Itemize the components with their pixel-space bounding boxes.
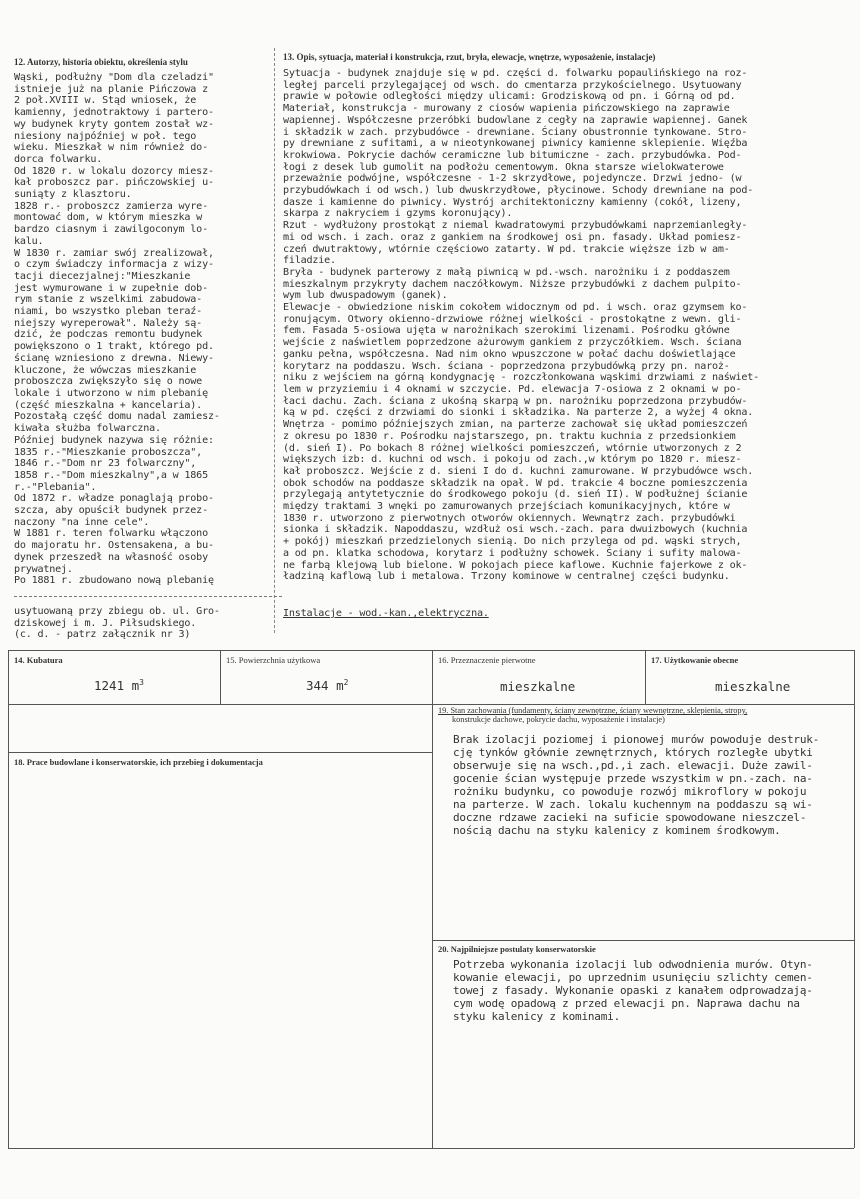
- description-line: prawie w połowie odległości między ulicami: Grodziskową od pn. i Górną od pd.: [283, 91, 736, 103]
- history-line: 1835 r.-"Mieszkanie proboszcza",: [14, 446, 203, 458]
- postulate-line: styku kalenicy z kominami.: [453, 1010, 620, 1023]
- description-line: py drewniane z sufitami, a w nieotynkowanej piwnicy kamienne sklepienie. Więźba: [283, 138, 748, 150]
- section-15-header: 15. Powierzchnia użytkowa: [226, 655, 321, 665]
- condition-line: nością dachu na styku kalenicy z kominem środkowym.: [453, 824, 781, 837]
- grid-row1-line: [8, 704, 854, 705]
- postulate-line: kowanie elewacji, po uprzednim usunięciu szlichty cemen-: [453, 971, 813, 984]
- description-line: Wnętrza - pomimo późniejszych zmian, na parterze zachował się układ pomieszczeń: [283, 419, 748, 431]
- condition-line: obserwuje się na wsch.,pd.,i zach. elewacji. Duże zawil-: [453, 759, 813, 772]
- description-line: sionka i składzik. Napoddaszu, wzdłuż osi wsch.-zach. para dwuizbowych (kuchnia: [283, 524, 748, 536]
- description-line: przeważnie podwójne, współczesne - 1-2 skrzydłowe, pojedyncze. Drzwi jedno- (w: [283, 173, 742, 185]
- description-line: ganku pełna, współczesna. Nad nim okno wpuszczone w połać dachu doświetlające: [283, 348, 736, 360]
- description-line: filadzie.: [283, 255, 336, 267]
- description-line: a od pn. klatka schodowa, korytarz i podłużny schowek. Ściany i sufity malowa-: [283, 547, 742, 559]
- condition-line: rożniku budynku, co powoduje rozwój mikroflory w pokoju: [453, 785, 807, 798]
- history-line: Później budynek nazywa się różnie:: [14, 434, 214, 446]
- postulate-line: towej z fasady. Wykonanie opaski z kanałem odprowadzają-: [453, 984, 813, 997]
- description-line: czeń dwutraktowy, wtórnie częściowo zatarty. W pd. trakcie więższe izb w am-: [283, 243, 730, 255]
- section-12-history-text: [14, 72, 220, 587]
- history-line: niesiony najpóźniej w poł. tego: [14, 130, 197, 142]
- description-line: skarpa z nakryciem i gzyms koronujący).: [283, 208, 513, 220]
- section-20-postulates-text: [453, 958, 813, 1023]
- section-12-header: 12. Autorzy, historia obiektu, określenia stylu: [14, 57, 188, 67]
- history-line: naczony "na inne cele".: [14, 516, 150, 528]
- history-line: niami, bo wszystko pleban teraź-: [14, 306, 203, 318]
- description-line: ne farbą klejową lub bielone. W pokojach piece kaflowe. Kuchnie fajerkowe z ok-: [283, 559, 748, 571]
- description-line: Materiał, konstrukcja - murowany z ciosów wapienia pińczowskiego na zaprawie: [283, 103, 730, 115]
- description-line: ległej parceli przylegającej od wsch. do cmentarza przykościelnego. Usytuowany: [283, 79, 742, 91]
- history-line: 1858 r.-"Dom mieszkalny",a w 1865: [14, 469, 208, 481]
- history-line: kluczone, że wówczas mieszkanie: [14, 364, 197, 376]
- grid-v1: [220, 650, 221, 704]
- section-18-header: 18. Prace budowlane i konserwatorskie, ich przebieg i dokumentacja: [14, 757, 263, 767]
- postulate-line: Potrzeba wykonania izolacji lub odwodnienia murów. Otyn-: [453, 958, 813, 971]
- history-line: proboszcza zwiększyło się o nowe: [14, 376, 203, 388]
- history-continuation-line: dziskowej i m. J. Piłsudskiego.: [14, 617, 197, 629]
- description-line: + pokój) mieszkań przedzielonych sienią. Do nich przylega od pd. wąski strych,: [283, 536, 742, 548]
- history-line: istnieje już na planie Pińczowa z: [14, 83, 208, 95]
- history-line: (część mieszkalna + kancelaria).: [14, 399, 203, 411]
- description-line: (d. sień I). Po bokach 8 różnej wielkości pomieszczeń, wtórnie utworzonych z 2: [283, 442, 742, 454]
- description-line: większych izb: d. kuchni od wsch. i pokoju od zach.,w którym po 1820 r. miesz-: [283, 454, 742, 466]
- description-line: wapiennej. Współczesne przeróbki budowlane z cegły na zaprawie wapiennej. Ganek: [283, 114, 748, 126]
- history-line: suniąty z klasztoru.: [14, 189, 132, 201]
- section-13-description-text: [283, 68, 759, 583]
- history-line: wieku. Mieszkał w nim również do-: [14, 142, 208, 154]
- history-line: kiwała służba folwarczna.: [14, 423, 161, 435]
- history-line: kalu.: [14, 235, 44, 247]
- condition-line: doczne rdzawe zacieki na suficie spowodowane nieszczel-: [453, 811, 807, 824]
- description-line: Elewacje - obwiedzione niskim cokołem widocznym od pd. i wsch. oraz gzymsem ko-: [283, 302, 748, 314]
- history-line: do majoratu hr. Ostensakena, a bu-: [14, 540, 214, 552]
- history-line: powiększono o 1 trakt, którego pd.: [14, 341, 214, 353]
- section-13-header: 13. Opis, sytuacja, materiał i konstrukcja, rzut, bryła, elewacje, wnętrze, wyposażenie, instalacje): [283, 52, 656, 62]
- history-line: W 1881 r. teren folwarku włączono: [14, 528, 208, 540]
- usable-area-value: 344 $m^2$: [306, 678, 349, 694]
- condition-line: Brak izolacji poziomej i pionowej murów powoduje destruk-: [453, 733, 820, 746]
- description-line: z okresu po 1830 r. Pośrodku najstarszego, pn. traktu kuchnia z przedsionkiem: [283, 430, 736, 442]
- condition-line: na parterze. W zach. lokalu kuchennym na poddaszu są wi-: [453, 798, 813, 811]
- description-line: krokwiowa. Pokrycie dachów ceramiczne lub bitumiczne - zach. przybudówka. Pod-: [283, 149, 742, 161]
- history-line: tacji diecezjalnej:"Mieszkanie: [14, 270, 191, 282]
- description-line: 1830 r. utworzono z pierwotnych otworów okiennych. Wewnątrz zach. przybudówki: [283, 512, 736, 524]
- description-line: Bryła - budynek parterowy z małą piwnicą w pd.-wsch. narożniku i z poddaszem: [283, 266, 730, 278]
- description-line: niku z wejściem na górną kondygnację - rozczłonkowana wąskimi drzwiami z naświet-: [283, 372, 760, 384]
- history-line: prywatnej.: [14, 563, 73, 575]
- section-19-condition-text: [453, 733, 819, 837]
- description-line: łogi z desek lub gumolit na podłożu cementowym. Okna starsze wielokwaterowe: [283, 161, 724, 173]
- history-continuation-line: (c. d. - patrz załącznik nr 3): [14, 629, 191, 641]
- history-line: 2 poł.XVIII w. Stąd wniosek, że: [14, 95, 197, 107]
- history-line: Pozostałą część domu nadal zamiesz-: [14, 411, 220, 423]
- description-line: łaci dachu. Zach. ściana z ukośną skarpą w pn. narożniku poprzedzona przybudów-: [283, 395, 748, 407]
- history-line: montować dom, w którym mieszka w: [14, 212, 203, 224]
- section-16-header: 16. Przeznaczenie pierwotne: [438, 655, 536, 665]
- description-line: przylegają antytetycznie do środkowego pokoju (d. sień II). W podłużnej ścianie: [283, 489, 748, 501]
- description-line: fem. Fasada 5-osiowa ujęta w narożnikach szerokimi lizenami. Pośrodku główne: [283, 325, 730, 337]
- history-line: Od 1872 r. władze ponaglają probo-: [14, 493, 214, 505]
- history-line: dzić, że podczas remontu budynek: [14, 329, 203, 341]
- description-line: ładziną kaflową lub i metalowa. Trzony kominowe w centralnej części budynku.: [283, 571, 730, 583]
- description-line: przybudówkach i od wsch.) lub dwuskrzydłowe, płycinowe. Schody drewniane na pod-: [283, 185, 754, 197]
- original-purpose-value: mieszkalne: [500, 679, 576, 694]
- history-line: kamienny, jednotraktowy i partero-: [14, 107, 214, 119]
- condition-line: cję tynków głównie zewnętrznych, których rozległe ubytki: [453, 746, 813, 759]
- grid-v2: [432, 650, 433, 1148]
- current-use-value: mieszkalne: [715, 679, 791, 694]
- grid-row2-left-line: [8, 752, 432, 753]
- history-line: dynek przeszedł na własność osoby: [14, 551, 208, 563]
- grid-v3: [645, 650, 646, 704]
- history-line: Od 1820 r. w lokalu dozorcy miesz-: [14, 165, 214, 177]
- description-line: wejście z naświetlem poprzedzone ażurowym gankiem z przyczółkiem. Wsch. ściana: [283, 337, 742, 349]
- grid-bottom-line: [8, 1148, 854, 1149]
- history-line: o czym świadczy informacja z wizy-: [14, 259, 214, 271]
- description-line: dasze i kamienne do piwnicy. Wystrój architektoniczny kamienny (cokół, lizeny,: [283, 196, 742, 208]
- history-line: 1846 r.-"Dom nr 23 folwarczny",: [14, 458, 197, 470]
- history-line: kał proboszcz par. pińczowskiej u-: [14, 177, 214, 189]
- description-line: ronującym. Otwory okienno-drzwiowe różnej wielkości - prostokątne z wewn. gli-: [283, 313, 742, 325]
- column-divider: [274, 48, 275, 633]
- description-line: ką w pd. części z drzwiami do sionki i składzika. Na parterze 2, a wyżej 4 okna.: [283, 407, 754, 419]
- description-line: lem w przyziemiu i 4 oknami w szczycie. Pd. elewacja 7-osiowa z 2 oknami w po-: [283, 383, 742, 395]
- description-line: między traktami 3 wnęki po zamurowanych przejściach komunikacyjnych, które w: [283, 501, 730, 513]
- description-line: mieszkalnym przykryty dachem naczółkowym. Niższe przybudówki z dachem pulpito-: [283, 278, 742, 290]
- installations-line: Instalacje - wod.-kan.,elektryczna.: [283, 608, 489, 619]
- history-line: lokale i utworzono w nim plebanię: [14, 387, 208, 399]
- section-19-header: 19. Stan zachowania (fundamenty, ściany zewnętrzne, ściany wewnętrzne, sklepienia, stropy, konstrukcje dachowe, pokrycie dachu, wyposażenie i instalacje): [438, 706, 748, 724]
- section-14-header: 14. Kubatura: [14, 655, 63, 665]
- postulate-line: cym wodę opadową z przed elewacji pn. Naprawa dachu na: [453, 997, 800, 1010]
- history-line: dorca folwarku.: [14, 153, 103, 165]
- history-line: niejszy wyreperował". Należy są-: [14, 317, 203, 329]
- history-line: bardzo ciasnym i zawilgoconym lo-: [14, 224, 208, 236]
- grid-left-edge: [8, 650, 9, 1148]
- description-line: Sytuacja - budynek znajduje się w pd. części d. folwarku popaulińskiego na roz-: [283, 68, 748, 79]
- grid-top-line: [8, 650, 854, 651]
- history-line: jest wymurowane i w zupełnie dob-: [14, 282, 208, 294]
- history-line: ścianę wzniesiono z drewna. Niewy-: [14, 352, 214, 364]
- history-line: Wąski, podłużny "Dom dla czeladzi": [14, 72, 214, 83]
- description-line: wym lub dwuspadowym (ganek).: [283, 290, 448, 302]
- description-line: kał proboszcz. Wejście z d. sieni I do d. kuchni zamurowane. W przybudówce wsch.: [283, 465, 754, 477]
- section-12-divider: [14, 596, 282, 597]
- grid-section20-line: [432, 940, 854, 941]
- history-line: W 1830 r. zamiar swój zrealizował,: [14, 247, 214, 259]
- history-line: wy budynek kryty gontem został wz-: [14, 118, 214, 130]
- section-17-header: 17. Użytkowanie obecne: [651, 655, 739, 665]
- section-20-header: 20. Najpilniejsze postulaty konserwatorskie: [438, 944, 596, 954]
- description-line: obok schodów na poddasze składzik na opał. W pd. trakcie 4 boczne pomieszczenia: [283, 477, 748, 489]
- history-line: 1828 r.- proboszcz zamierza wyre-: [14, 200, 208, 212]
- history-line: szcza, aby opuścił budynek przez-: [14, 505, 208, 517]
- history-line: Po 1881 r. zbudowano nową plebanię: [14, 575, 214, 587]
- condition-line: gocenie ścian występuje przede wszystkim w pn.-zach. na-: [453, 772, 813, 785]
- grid-right-edge: [854, 650, 855, 1148]
- description-line: Rzut - wydłużony prostokąt z niemal kwadratowymi przybudówkami naprzemianległy-: [283, 220, 748, 232]
- description-line: i składzik w zach. przybudówce - drewniane. Ściany obustronnie tynkowane. Stro-: [283, 126, 748, 138]
- cubature-value: 1241 $m^3$: [94, 678, 144, 694]
- description-line: mi od wsch. i zach. oraz z gankiem na środkowej osi pn. fasady. Układ pomiesz-: [283, 231, 742, 243]
- history-line: rym stanie z wszelkimi zabudowa-: [14, 294, 203, 306]
- section-12-continuation: [14, 606, 220, 641]
- history-continuation-line: usytuowaną przy zbiegu ob. ul. Gro-: [14, 606, 220, 617]
- history-line: r.-"Plebania".: [14, 481, 97, 493]
- description-line: korytarz na poddaszu. Wsch. ściana - poprzedzona przybudówką przy pn. naroż-: [283, 360, 730, 372]
